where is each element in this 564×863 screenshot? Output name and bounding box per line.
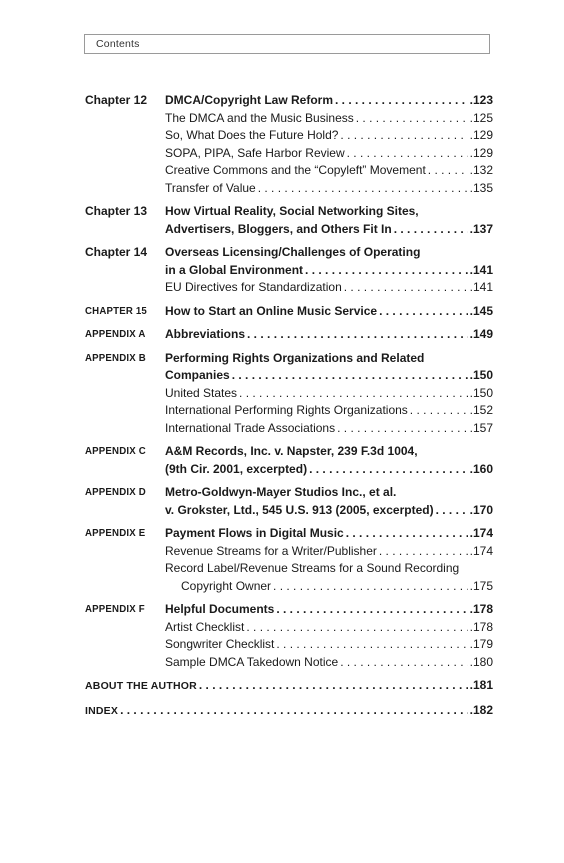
toc-line-title: United States xyxy=(165,385,238,400)
leader-dots xyxy=(120,702,468,720)
toc-line-title: Abbreviations xyxy=(165,327,246,341)
toc-line-title: DMCA/Copyright Law Reform xyxy=(165,93,333,107)
entry-label: Chapter 13 xyxy=(85,204,148,218)
toc-line-title: ABOUT THE AUTHOR xyxy=(85,680,197,692)
toc-line-title: International Performing Rights Organizations xyxy=(165,403,408,417)
toc-line-title: So, What Does the Future Hold? xyxy=(165,128,339,142)
toc-line-page: .129 xyxy=(469,145,493,160)
leader-dots xyxy=(309,461,468,479)
toc-line-title: A&M Records, Inc. v. Napster, 239 F.3d 1004, xyxy=(165,444,418,458)
leader-dots xyxy=(232,367,468,385)
toc-line-title: in a Global Environment xyxy=(165,262,304,277)
toc-entry-appendix-f xyxy=(85,601,493,671)
toc-line-page: .145 xyxy=(469,303,493,318)
leader-dots xyxy=(246,619,467,637)
leader-dots xyxy=(239,385,468,403)
toc-line-page: .182 xyxy=(469,702,493,717)
toc-line-page: .178 xyxy=(469,602,493,616)
toc-line-title: INDEX xyxy=(85,704,119,717)
toc-line-page: .150 xyxy=(469,368,493,382)
toc-entry-appendix-e xyxy=(85,525,493,595)
leader-dots xyxy=(337,420,468,438)
leader-dots xyxy=(379,543,468,561)
toc-line-page: .152 xyxy=(469,403,493,417)
toc-line[interactable] xyxy=(165,578,493,596)
table-of-contents xyxy=(85,92,493,720)
toc-line-title: Sample DMCA Takedown Notice xyxy=(165,654,339,669)
leader-dots xyxy=(394,221,468,239)
toc-line[interactable] xyxy=(165,484,493,502)
toc-line[interactable] xyxy=(165,560,493,578)
leader-dots xyxy=(356,110,468,128)
leader-dots xyxy=(335,92,468,110)
toc-line[interactable] xyxy=(165,303,493,321)
entry-label: Chapter 14 xyxy=(85,245,148,259)
entry-label: APPENDIX A xyxy=(85,328,146,340)
toc-line[interactable] xyxy=(165,180,493,198)
toc-line-title: v. Grokster, Ltd., 545 U.S. 913 (2005, excerpted) xyxy=(165,502,434,517)
toc-line-page: .160 xyxy=(469,461,493,476)
toc-entry-appendix-c xyxy=(85,443,493,478)
leader-dots xyxy=(276,601,467,619)
toc-line-page: .141 xyxy=(469,280,493,294)
toc-line-title: Songwriter Checklist xyxy=(165,637,275,651)
toc-entry-chapter-13 xyxy=(85,203,493,238)
toc-line-page: .178 xyxy=(469,619,493,634)
toc-line-title: Transfer of Value xyxy=(165,180,256,195)
toc-line-title: Overseas Licensing/Challenges of Operating xyxy=(165,245,421,259)
leader-dots xyxy=(340,654,467,672)
leader-dots xyxy=(410,402,468,420)
toc-entry-chapter-12 xyxy=(85,92,493,197)
toc-entry-appendix-d xyxy=(85,484,493,519)
toc-line-page: .175 xyxy=(469,578,493,593)
toc-line[interactable] xyxy=(165,636,493,654)
leader-dots xyxy=(247,326,468,344)
toc-line[interactable] xyxy=(165,543,493,561)
toc-line-page: .137 xyxy=(469,221,493,236)
toc-line-title: Record Label/Revenue Streams for a Sound Recording xyxy=(165,561,460,575)
toc-line[interactable] xyxy=(165,262,493,280)
toc-line[interactable] xyxy=(165,92,493,110)
running-header-box xyxy=(84,34,490,54)
entry-label: APPENDIX F xyxy=(85,603,145,615)
toc-line-page: .181 xyxy=(469,678,493,692)
entry-label: APPENDIX E xyxy=(85,527,146,539)
toc-line-page: .123 xyxy=(469,93,493,107)
leader-dots xyxy=(379,303,468,321)
toc-line-title: Artist Checklist xyxy=(165,619,245,634)
toc-line[interactable] xyxy=(165,619,493,637)
toc-line[interactable] xyxy=(165,326,493,344)
toc-entry-chapter-14 xyxy=(85,244,493,297)
toc-line[interactable] xyxy=(165,203,493,221)
leader-dots xyxy=(258,180,468,198)
toc-line-page: .170 xyxy=(469,502,493,517)
entry-label: APPENDIX B xyxy=(85,351,146,364)
leader-dots xyxy=(428,162,468,180)
toc-line-page: .150 xyxy=(469,385,493,400)
toc-line-page: .135 xyxy=(469,180,493,195)
toc-line[interactable] xyxy=(165,110,493,128)
toc-line-page: .174 xyxy=(469,526,493,540)
toc-line-title: Payment Flows in Digital Music xyxy=(165,526,344,540)
toc-line[interactable] xyxy=(165,221,493,239)
toc-line-page: .141 xyxy=(469,262,493,277)
toc-line-title: EU Directives for Standardization xyxy=(165,280,342,294)
toc-line-title: SOPA, PIPA, Safe Harbor Review xyxy=(165,145,345,160)
toc-line-title: How to Start an Online Music Service xyxy=(165,303,378,318)
leader-dots xyxy=(347,145,468,163)
toc-line-title: Copyright Owner xyxy=(181,578,272,593)
entry-label: Chapter 12 xyxy=(85,93,148,107)
leader-dots xyxy=(199,677,468,695)
toc-entry-about-the-author[interactable] xyxy=(85,677,493,696)
toc-line-page: .132 xyxy=(469,163,493,177)
toc-line-title: How Virtual Reality, Social Networking Sites, xyxy=(165,204,419,218)
toc-line-title: Metro-Goldwyn-Mayer Studios Inc., et al. xyxy=(165,485,397,499)
leader-dots xyxy=(340,127,467,145)
toc-line-title: The DMCA and the Music Business xyxy=(165,110,354,125)
toc-line-title: Advertisers, Bloggers, and Others Fit In xyxy=(165,221,392,236)
toc-line[interactable] xyxy=(165,145,493,163)
toc-entry-appendix-b xyxy=(85,350,493,438)
toc-line[interactable] xyxy=(165,525,493,543)
toc-line[interactable] xyxy=(165,367,493,385)
leader-dots xyxy=(305,262,468,280)
toc-line-page: .179 xyxy=(469,637,493,651)
toc-line-title: Performing Rights Organizations and Related xyxy=(165,350,425,365)
toc-line-title: Helpful Documents xyxy=(165,602,275,616)
toc-line[interactable] xyxy=(165,279,493,297)
running-header-label: Contents xyxy=(96,38,140,50)
toc-entry-chapter-15 xyxy=(85,303,493,321)
entry-label: APPENDIX D xyxy=(85,486,146,498)
toc-line-page: .157 xyxy=(469,420,493,435)
toc-line-title: Creative Commons and the “Copyleft” Movement xyxy=(165,163,426,177)
toc-line[interactable] xyxy=(165,350,493,368)
toc-line[interactable] xyxy=(165,601,493,619)
toc-entry-index[interactable] xyxy=(85,702,493,721)
toc-line[interactable] xyxy=(165,162,493,180)
toc-line-title: (9th Cir. 2001, excerpted) xyxy=(165,461,308,476)
entry-label: APPENDIX C xyxy=(85,445,146,457)
toc-line[interactable] xyxy=(165,420,493,438)
toc-line[interactable] xyxy=(165,127,493,145)
toc-line-page: .180 xyxy=(469,654,493,669)
leader-dots xyxy=(436,502,468,520)
toc-line-title: Revenue Streams for a Writer/Publisher xyxy=(165,543,377,558)
toc-line[interactable] xyxy=(165,502,493,520)
toc-line-page: .149 xyxy=(469,327,493,341)
leader-dots xyxy=(344,279,468,297)
toc-line-page: .125 xyxy=(469,110,493,125)
toc-line[interactable] xyxy=(165,461,493,479)
toc-line[interactable] xyxy=(165,385,493,403)
entry-label: CHAPTER 15 xyxy=(85,304,147,317)
toc-line-title: Companies xyxy=(165,368,230,382)
leader-dots xyxy=(276,636,467,654)
toc-line[interactable] xyxy=(165,443,493,461)
toc-line[interactable] xyxy=(165,244,493,262)
toc-line-title: International Trade Associations xyxy=(165,420,336,435)
toc-entry-appendix-a xyxy=(85,326,493,344)
leader-dots xyxy=(273,578,468,596)
toc-line[interactable] xyxy=(165,654,493,672)
leader-dots xyxy=(346,525,468,543)
toc-line-page: .174 xyxy=(469,543,493,558)
toc-line-page: .129 xyxy=(469,128,493,142)
toc-line[interactable] xyxy=(165,402,493,420)
